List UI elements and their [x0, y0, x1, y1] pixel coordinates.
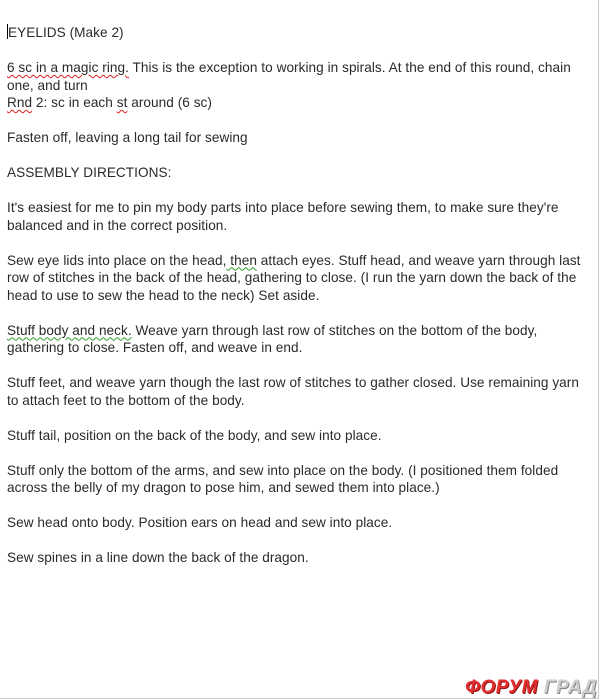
round-2-text: Rnd 2: sc in each st around (6 sc): [7, 95, 212, 110]
spellcheck-span-magic-ring: 6 sc in a magic ring.: [7, 60, 129, 75]
assembly-heading: ASSEMBLY DIRECTIONS:: [7, 165, 172, 180]
paragraph-eyelids: Sew eye lids into place on the head, then attach eyes. Stuff head, and weave yarn through last row of stitches in the back of the head, gathering to close. (I run the yarn down the back of the head to use to sew the head to the neck) Set aside.: [7, 252, 581, 303]
paragraph-tail: Stuff tail, position on the back of the body, and sew into place.: [7, 427, 382, 443]
paragraph-arms: Stuff only the bottom of the arms, and sew into place on the body. (I positioned them folded across the belly of my dragon to pose him, and sewed them into place.): [7, 462, 559, 495]
eyelids-heading: EYELIDS (Make 2): [8, 25, 124, 40]
spellcheck-span-rnd: Rnd: [7, 95, 33, 110]
paragraph-head: Sew head onto body. Position ears on head and sew into place.: [7, 515, 393, 530]
paragraph-feet: Stuff feet, and weave yarn though the last row of stitches to gather closed. Use remaining yarn to attach feet to the bottom of the body.: [7, 375, 579, 408]
spellcheck-span-st: st: [116, 95, 128, 110]
grammar-span-then: then: [226, 252, 257, 268]
paragraph-pin-parts: It's easiest for me to pin my body parts into place before sewing them, to make sure they're balanced and in the correct position.: [7, 200, 559, 233]
forum-grad-watermark: ФОРУМ ГРАД: [465, 677, 597, 698]
paragraph-body-neck: Stuff body and neck. Weave yarn through last row of stitches on the bottom of the body, gathering to close. Fasten off, and weave in end.: [7, 322, 538, 355]
grammar-span-body-neck: Stuff body and neck.: [7, 322, 132, 338]
document-body[interactable]: [7, 24, 593, 584]
round-1-text: 6 sc in a magic ring. This is the exception to working in spirals. At the end of this round, chain one, and turn: [7, 60, 571, 93]
fasten-off-text: Fasten off, leaving a long tail for sewing: [7, 130, 248, 145]
paragraph-spines: Sew spines in a line down the back of the dragon.: [7, 550, 309, 565]
